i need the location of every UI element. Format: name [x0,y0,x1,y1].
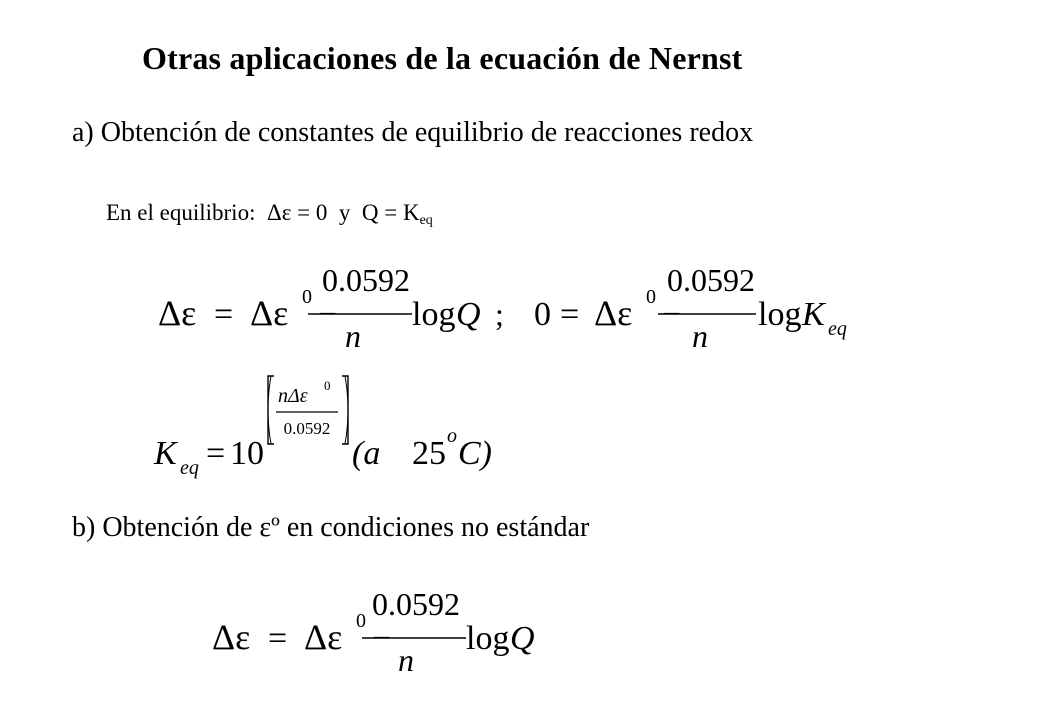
eq1-denominator: n [345,318,361,354]
eq2-numerator: 0.0592 [667,262,755,298]
eq-separator: ; [495,296,504,332]
equilibrium-condition [106,200,433,229]
eq2-K: K [802,296,825,333]
eq3-paren-a: (a [352,435,381,472]
eq4-minus: − [372,620,392,657]
eq2-log: log [758,296,802,333]
keq-equation [150,370,510,480]
condition-keq-sub: eq [419,213,433,228]
eq4-numerator: 0.0592 [372,586,460,622]
eq1-Q: Q [456,296,481,333]
eq2-zero: 0 [534,296,551,333]
eq3-exp-denominator: 0.0592 [283,419,331,438]
eq3-exp-numerator: nΔε [278,385,308,407]
eq1-minus: − [318,296,338,333]
eq4-Q: Q [510,620,535,657]
eq1-equals: = [214,296,234,333]
condition-delta-eps: Δε = 0 [266,200,328,225]
condition-and: y [338,200,351,225]
section-b-heading: b) Obtención de εº en condiciones no estándar [72,512,590,543]
eq2-denominator: n [692,318,708,354]
eq3-temp-sup: o [447,425,457,447]
eq2-delta-eps0: Δε [594,293,633,333]
eq3-equals: = [206,435,226,472]
eq2-eq-sub: eq [828,318,847,340]
eq3-K: K [154,435,177,472]
eq4-sup-zero: 0 [356,610,366,632]
eq2-equals: = [560,296,580,333]
slide-title: Otras aplicaciones de la ecuación de Nernst [142,40,743,76]
eq3-temp: 25 [412,435,446,472]
eq3-exp-sup-zero: 0 [324,378,331,393]
eq1-numerator: 0.0592 [322,262,410,298]
eq1-delta-eps: Δε [158,293,197,333]
eq1-delta-eps0: Δε [250,293,289,333]
eq4-equals: = [268,620,288,657]
nernst-equation-standalone [212,583,552,683]
eq3-temp-unit: C) [458,435,492,472]
eq4-delta-eps: Δε [212,617,251,657]
eq3-eq-sub: eq [180,457,199,479]
nernst-equation-pair [150,255,870,355]
eq4-log: log [466,620,510,657]
eq2-minus: − [662,296,682,333]
eq4-denominator: n [398,642,414,678]
eq2-sup-zero: 0 [646,286,656,308]
eq3-ten: 10 [230,435,264,472]
eq1-log: log [412,296,456,333]
eq4-delta-eps0: Δε [304,617,343,657]
section-a-heading: a) Obtención de constantes de equilibrio de reacciones redox [72,117,754,148]
condition-q-left: Q = K [361,200,420,225]
eq1-sup-zero: 0 [302,286,312,308]
equilibrium-prefix: En el equilibrio: [106,200,256,225]
